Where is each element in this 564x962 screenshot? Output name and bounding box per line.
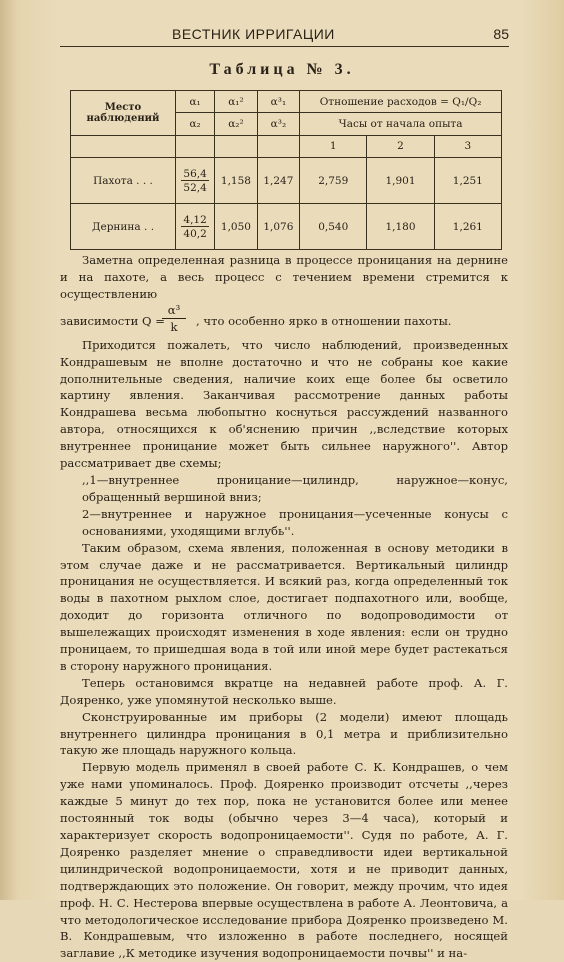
scheme-item: ,,1—внутреннее проницание—цилиндр, наружное—конус, обращенный вершиной вниз; bbox=[82, 472, 508, 504]
scheme-item: 2—внутреннее и наружное проницания—усеченные конусы с основаниями, уходящими вглубь''. bbox=[82, 506, 508, 538]
cell-fraction bbox=[176, 158, 215, 204]
body-text bbox=[60, 252, 508, 962]
header-ratio: Отношение расходов = Q₁/Q₂ bbox=[300, 91, 502, 113]
header-hour-2: 2 bbox=[367, 135, 434, 157]
formula-suffix: , что особенно ярко в отношении пахоты. bbox=[196, 313, 452, 328]
cell-cu: 1,247 bbox=[257, 158, 299, 204]
paragraph: Теперь остановимся вкратце на недавней работе проф. А. Г. Дояренко, уже упомянутой несколько выше. bbox=[60, 675, 508, 707]
running-header bbox=[60, 24, 509, 47]
header-hours: Часы от начала опыта bbox=[300, 113, 502, 135]
table-row bbox=[71, 204, 502, 250]
formula-line bbox=[60, 303, 508, 337]
paragraph: Таким образом, схема явления, положенная в основу методики в этом случае даже и не рассматривается. Вертикальный цилиндр проницания не осуществляется. И всякий раз, когда определенный ток воды в пахотном рыхлом слое, достигает подпахотного или, вообще, доходит до горизонта отличного по водопроводимости от вышележащих происходят изменения в ходе явления: если он трудно проницаем, то пришедшая вода в той или иной мере будет растекаться в сторону наружного проницания. bbox=[60, 540, 508, 673]
header-a2: α₂ bbox=[176, 113, 215, 135]
cell-h2: 1,901 bbox=[367, 158, 434, 204]
formula-denominator: k bbox=[170, 319, 178, 334]
fraction bbox=[181, 213, 208, 241]
header-place: Место наблюдений bbox=[71, 91, 176, 136]
cell-place: Пахота . . . bbox=[71, 158, 176, 204]
page-number: 85 bbox=[493, 26, 509, 42]
cell-h3: 1,251 bbox=[434, 158, 501, 204]
cell-h1: 0,540 bbox=[300, 204, 367, 250]
fraction-num: 56,4 bbox=[183, 167, 207, 180]
paragraph: Первую модель применял в своей работе С. К. Кондрашев, о чем уже нами упоминалось. Проф. Дояренко производит отсчеты ,,через каждые 5 минут до тех пор, пока не установится более или менее постоянный ток воды (обычно через 3—4 часа), который и характеризует скорость водопроницаемости''. Судя по работе, А. Г. Дояренко разделяет мнение о справедливости идеи вертикальной цилиндрической водопроницаемости, хотя и не приводит данных, подтверждающих это положение. Он говорит, между прочим, что идея проф. Н. С. Нестерова впервые осуществлена в работе А. Леонтовича, а что методологическое исследование прибора Дояренко произведено М. В. Кондрашевым, что изложенно в работе последнего, носящей заглавие ,,К методике изучения водопроницаемости почвы'' и на- bbox=[60, 760, 508, 961]
header-a1: α₁ bbox=[176, 91, 215, 113]
header-blank bbox=[257, 135, 299, 157]
header-blank bbox=[176, 135, 215, 157]
cell-cu: 1,076 bbox=[257, 204, 299, 250]
data-table bbox=[70, 90, 502, 250]
header-a2sq: α₂² bbox=[215, 113, 257, 135]
paragraph: Приходится пожалеть, что число наблюдений, произведенных Кондрашевым не вполне достаточно и что не собраны кое какие дополнительные сведения, наличие коих еще более бы осветило картину явления. Заканчивая рассмотрение данных работы Кондрашева весьма любопытно коснуться рассуждений названного автора, относящихся к об'яснению причин ,,вследствие которых внутреннее проницание может быть сильнее наружного''. Автор рассматривает две схемы; bbox=[60, 337, 508, 471]
table-row bbox=[71, 158, 502, 204]
fraction-num: 4,12 bbox=[183, 213, 207, 226]
cell-fraction bbox=[176, 204, 215, 250]
cell-h1: 2,759 bbox=[300, 158, 367, 204]
cell-h2: 1,180 bbox=[367, 204, 434, 250]
header-a1cu: α³₁ bbox=[257, 91, 299, 113]
cell-place: Дернина . . bbox=[71, 204, 176, 250]
cell-sq: 1,158 bbox=[215, 158, 257, 204]
fraction-den: 40,2 bbox=[183, 227, 207, 240]
cell-h3: 1,261 bbox=[434, 204, 501, 250]
formula-prefix: зависимости Q = bbox=[60, 313, 165, 328]
paragraph: Заметна определенная разница в процессе проницания на дернине и на пахоте, а весь процесс с течением времени стремится к осуществлению bbox=[60, 253, 508, 301]
formula-numerator: α³ bbox=[162, 303, 186, 319]
header-blank bbox=[215, 135, 257, 157]
header-hour-1: 1 bbox=[300, 135, 367, 157]
table-title: Таблица № 3. bbox=[209, 61, 355, 78]
journal-title: ВЕСТНИК ИРРИГАЦИИ bbox=[172, 26, 335, 42]
header-hour-3: 3 bbox=[434, 135, 501, 157]
paragraph: Сконструированные им приборы (2 модели) имеют площадь внутреннего цилиндра проницания в 0,1 метра и приблизительно такую же площадь наружного кольца. bbox=[60, 709, 508, 758]
header-a2cu: α³₂ bbox=[257, 113, 299, 135]
fraction bbox=[181, 167, 208, 195]
header-a1sq: α₁² bbox=[215, 91, 257, 113]
header-blank bbox=[71, 135, 176, 157]
cell-sq: 1,050 bbox=[215, 204, 257, 250]
fraction-den: 52,4 bbox=[183, 181, 207, 194]
